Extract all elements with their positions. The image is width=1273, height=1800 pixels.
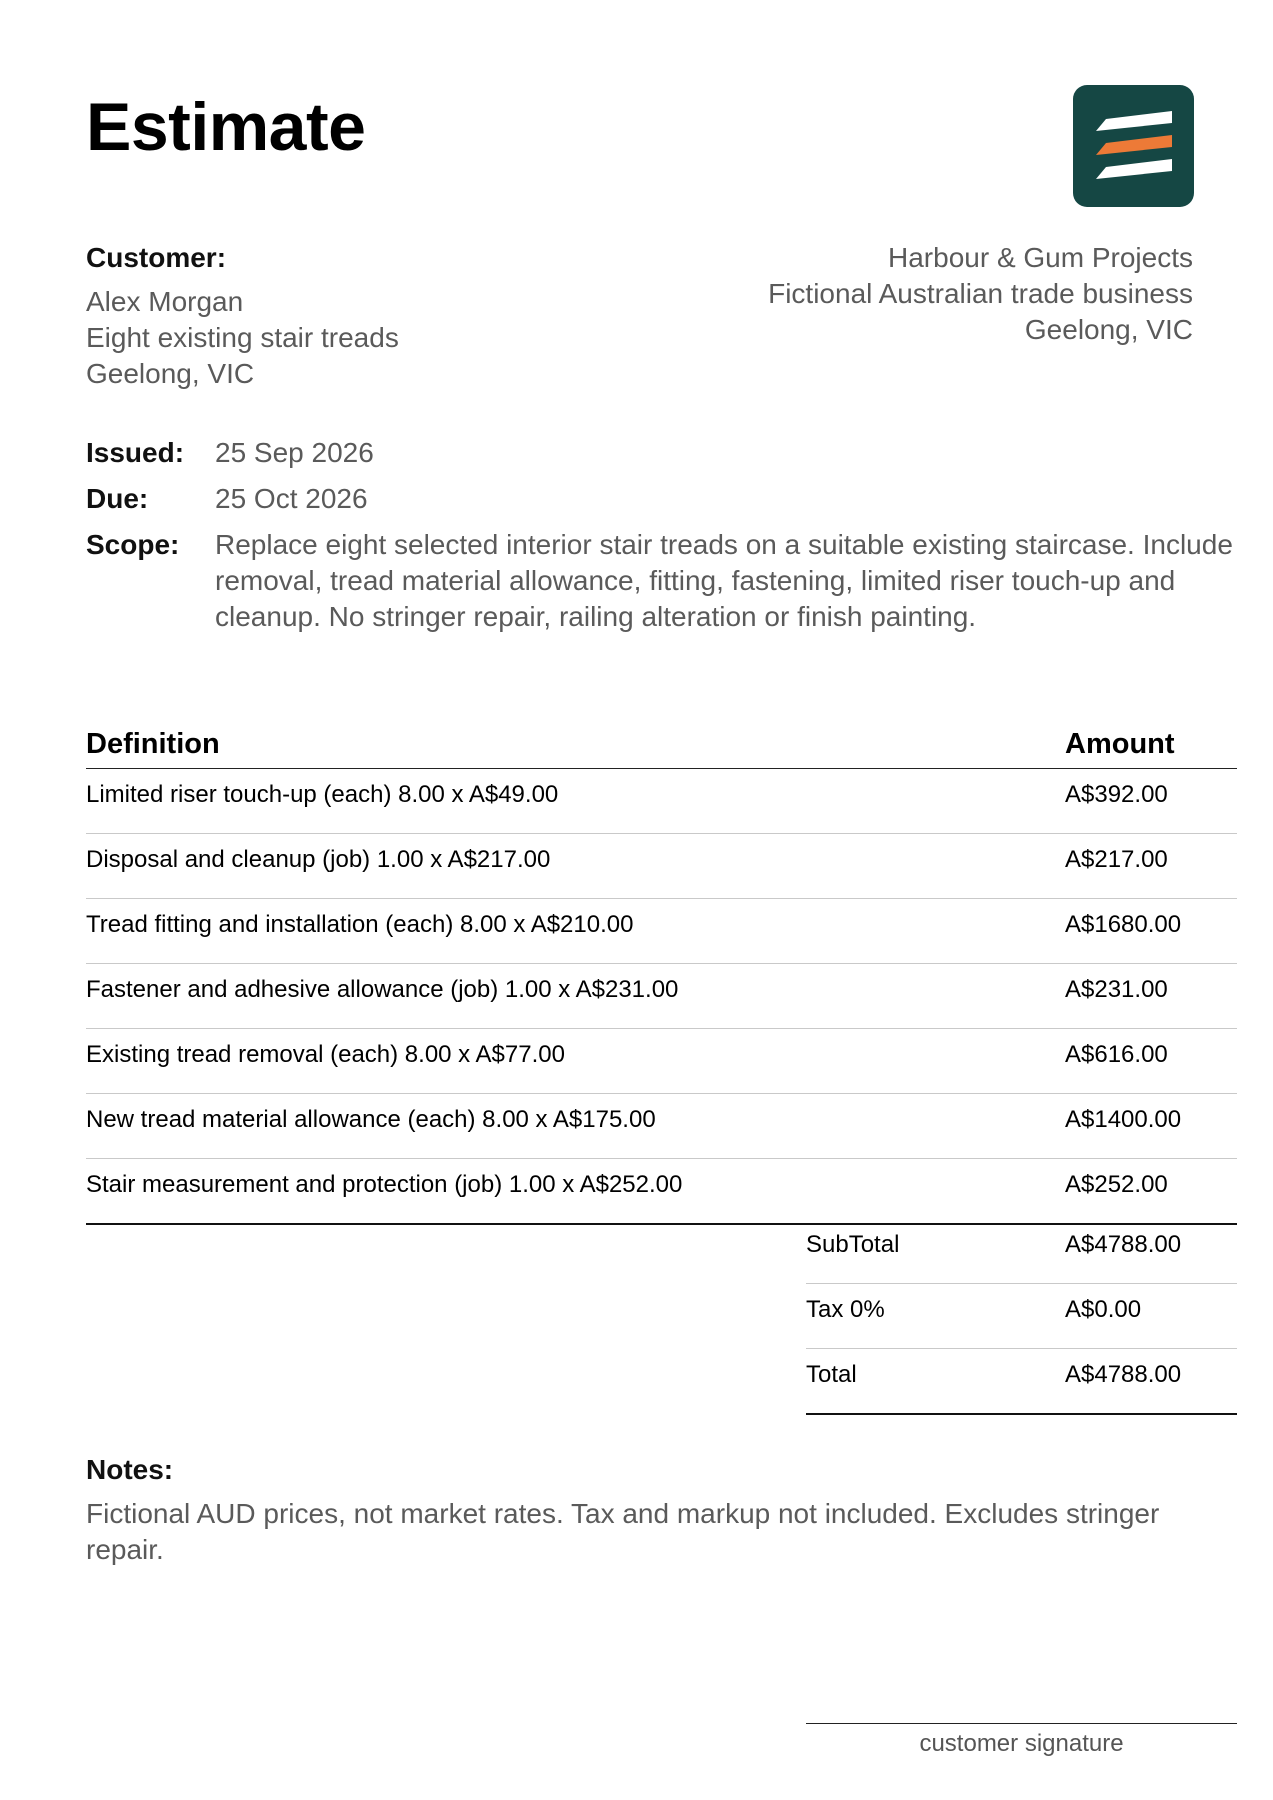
line-item-amount: A$1400.00 — [1065, 1106, 1182, 1133]
business-location: Geelong, VIC — [1024, 314, 1193, 345]
tax-value: A$0.00 — [1065, 1296, 1142, 1323]
issued-date: 25 Sep 2026 — [215, 437, 374, 468]
subtotal-label: SubTotal — [806, 1231, 900, 1258]
line-item-definition: Fastener and adhesive allowance (job) 1.00 x A$231.00 — [86, 976, 679, 1003]
line-item-amount: A$1680.00 — [1065, 911, 1182, 938]
due-date: 25 Oct 2026 — [215, 483, 368, 514]
line-item-amount: A$217.00 — [1065, 846, 1168, 873]
signature-label: customer signature — [919, 1730, 1124, 1757]
table-row — [86, 769, 1237, 834]
definition-header: Definition — [86, 728, 220, 760]
line-item-definition: Disposal and cleanup (job) 1.00 x A$217.00 — [86, 846, 551, 873]
issued-label: Issued: — [86, 437, 185, 468]
line-item-definition: New tread material allowance (each) 8.00 x A$175.00 — [86, 1106, 656, 1133]
line-item-amount: A$392.00 — [1065, 781, 1168, 808]
customer-name: Alex Morgan — [86, 286, 244, 317]
due-label: Due: — [86, 483, 149, 514]
table-row — [86, 834, 1237, 899]
subtotal-value: A$4788.00 — [1065, 1231, 1182, 1258]
line-item-amount: A$231.00 — [1065, 976, 1168, 1003]
table-row — [86, 1029, 1237, 1094]
logo-middle-tread — [1096, 135, 1172, 155]
total-value: A$4788.00 — [1065, 1361, 1182, 1388]
line-item-definition: Stair measurement and protection (job) 1.00 x A$252.00 — [86, 1171, 683, 1198]
line-item-definition: Existing tread removal (each) 8.00 x A$77.00 — [86, 1041, 565, 1068]
line-item-amount: A$252.00 — [1065, 1171, 1168, 1198]
table-row — [86, 899, 1237, 964]
logo-bottom-tread — [1096, 159, 1172, 179]
total-row — [806, 1349, 1237, 1415]
table-row — [86, 1094, 1237, 1159]
notes-block — [86, 1452, 1236, 1568]
line-item-definition: Tread fitting and installation (each) 8.00 x A$210.00 — [86, 911, 634, 938]
line-item-amount: A$616.00 — [1065, 1041, 1168, 1068]
customer-label: Customer: — [86, 242, 227, 273]
line-items-table — [86, 726, 1237, 1225]
business-logo — [1073, 85, 1194, 207]
issued-row — [86, 435, 1236, 471]
tax-label: Tax 0% — [806, 1296, 885, 1323]
subtotal-row — [806, 1219, 1237, 1284]
amount-header: Amount — [1065, 728, 1175, 760]
customer-block — [86, 240, 399, 392]
business-tagline: Fictional Australian trade business — [768, 278, 1193, 309]
line-item-definition: Limited riser touch-up (each) 8.00 x A$49.00 — [86, 781, 559, 808]
customer-project: Eight existing stair treads — [86, 322, 399, 353]
notes-label: Notes: — [86, 1454, 174, 1485]
table-header — [86, 726, 1237, 769]
scope-label: Scope: — [86, 529, 180, 560]
signature-line[interactable] — [806, 1723, 1237, 1724]
scope-text: Replace eight selected interior stair treads on a suitable existing staircase. Include removal, tread material allowance, fitting, fastening, limited riser touch-up and cleanup. No stringer repair, railing alteration or finish painting. — [215, 529, 1233, 632]
due-row — [86, 481, 1236, 517]
table-row — [86, 964, 1237, 1029]
document-title: Estimate — [86, 89, 366, 165]
scope-row — [86, 527, 1236, 635]
total-label: Total — [806, 1361, 857, 1388]
notes-text: Fictional AUD prices, not market rates. Tax and markup not included. Excludes stringer repair. — [86, 1498, 1160, 1565]
estimate-meta — [86, 435, 1236, 645]
stacked-stair-treads-logo-icon — [1073, 85, 1194, 207]
logo-top-tread — [1096, 111, 1172, 131]
business-block — [768, 240, 1193, 348]
customer-location: Geelong, VIC — [86, 358, 255, 389]
totals-block — [806, 1219, 1237, 1415]
tax-row — [806, 1284, 1237, 1349]
table-row — [86, 1159, 1237, 1225]
business-name: Harbour & Gum Projects — [888, 242, 1193, 273]
